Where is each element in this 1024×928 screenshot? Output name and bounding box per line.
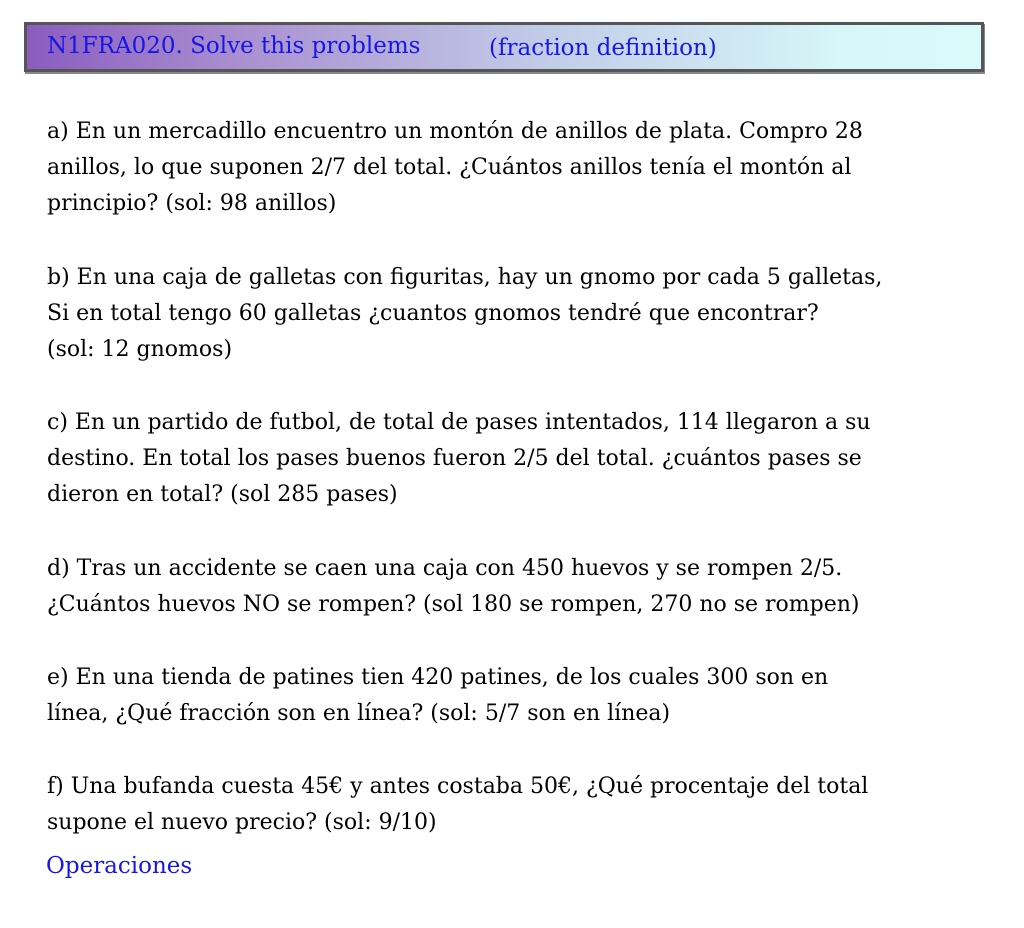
- page-title: N1FRA020. Solve this problems: [47, 33, 421, 59]
- problem-e: e) En una tienda de patines tien 420 patines, de los cuales 300 son en línea, ¿Qué fracción son en línea? (sol: 5/7 son en línea): [47, 665, 829, 726]
- problem-a: a) En un mercadillo encuentro un montón de anillos de plata. Compro 28 anillos, lo que suponen 2/7 del total. ¿Cuántos anillos tenía el montón al principio? (sol: 98 anillos): [47, 119, 863, 216]
- problem-c: c) En un partido de futbol, de total de pases intentados, 114 llegaron a su destino. En total los pases buenos fueron 2/5 del total. ¿cuántos pases se dieron en total? (sol 285 pases): [47, 410, 871, 507]
- problem-b: b) En una caja de galletas con figuritas, hay un gnomo por cada 5 galletas, Si en total tengo 60 galletas ¿cuantos gnomos tendré que encontrar? (sol: 12 gnomos): [47, 265, 883, 362]
- problem-f: f) Una bufanda cuesta 45€ y antes costaba 50€, ¿Qué procentaje del total supone el nuevo precio? (sol: 9/10): [47, 774, 869, 835]
- header-banner: [24, 22, 984, 72]
- page-subtitle: (fraction definition): [489, 35, 717, 61]
- problem-d: d) Tras un accidente se caen una caja con 450 huevos y se rompen 2/5. ¿Cuántos huevos NO se rompen? (sol 180 se rompen, 270 no se rompen): [47, 556, 860, 617]
- operaciones-link[interactable]: Operaciones: [46, 853, 193, 879]
